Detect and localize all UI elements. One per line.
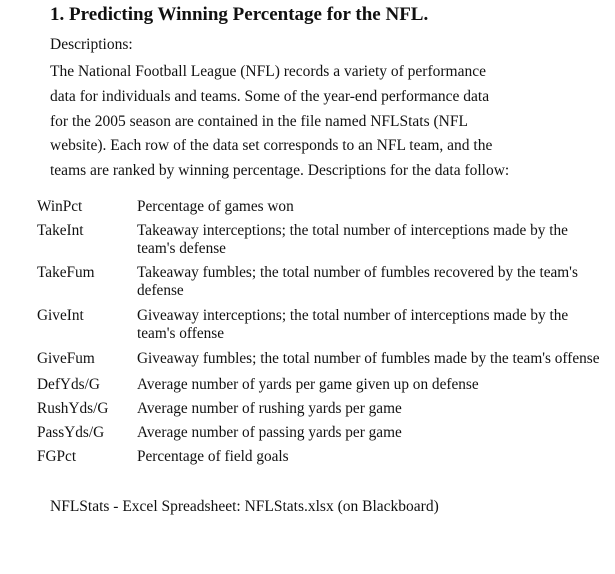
definition-row	[37, 448, 612, 466]
definition-description: Takeaway fumbles; the total number of fumbles recovered by the team's defense	[137, 264, 578, 299]
intro-line: website). Each row of the data set corresponds to an NFL team, and the	[50, 137, 493, 155]
page-title: 1. Predicting Winning Percentage for the NFL.	[50, 4, 429, 25]
definition-term: GiveInt	[37, 307, 84, 324]
intro-line: teams are ranked by winning percentage. Descriptions for the data follow:	[50, 162, 510, 180]
definition-term: TakeInt	[37, 222, 84, 239]
file-reference: NFLStats - Excel Spreadsheet: NFLStats.xlsx (on Blackboard)	[50, 498, 439, 515]
definition-description: Average number of passing yards per game	[137, 424, 402, 441]
definition-description: Giveaway fumbles; the total number of fumbles made by the team's offense	[137, 350, 600, 367]
definition-row	[37, 264, 612, 300]
definition-description: Average number of rushing yards per game	[137, 400, 402, 417]
definition-description: Takeaway interceptions; the total number of interceptions made by the team's defense	[137, 222, 568, 257]
definition-term: TakeFum	[37, 264, 95, 281]
descriptions-heading: Descriptions:	[50, 36, 133, 53]
definition-row	[37, 350, 612, 368]
definition-term: FGPct	[37, 448, 77, 465]
definitions-list	[37, 198, 612, 466]
intro-line: for the 2005 season are contained in the file named NFLStats (NFL	[50, 112, 468, 130]
definition-row	[37, 424, 612, 442]
definition-description: Percentage of games won	[137, 198, 294, 215]
definition-term: DefYds/G	[37, 376, 100, 393]
definition-description: Giveaway interceptions; the total number of interceptions made by the team's offense	[137, 307, 569, 342]
intro-paragraph	[50, 60, 520, 184]
definition-row	[37, 400, 612, 418]
definition-term: GiveFum	[37, 350, 95, 367]
definition-row	[37, 222, 612, 258]
definition-term: RushYds/G	[37, 400, 109, 417]
definition-row	[37, 198, 612, 216]
intro-line: The National Football League (NFL) records a variety of performance	[50, 63, 486, 80]
definition-row	[37, 376, 612, 394]
intro-line: data for individuals and teams. Some of the year-end performance data	[50, 87, 490, 105]
definition-term: PassYds/G	[37, 424, 105, 441]
definition-description: Average number of yards per game given up on defense	[137, 376, 479, 393]
definition-description: Percentage of field goals	[137, 448, 289, 465]
definition-row	[37, 307, 612, 343]
definition-term: WinPct	[37, 198, 83, 215]
